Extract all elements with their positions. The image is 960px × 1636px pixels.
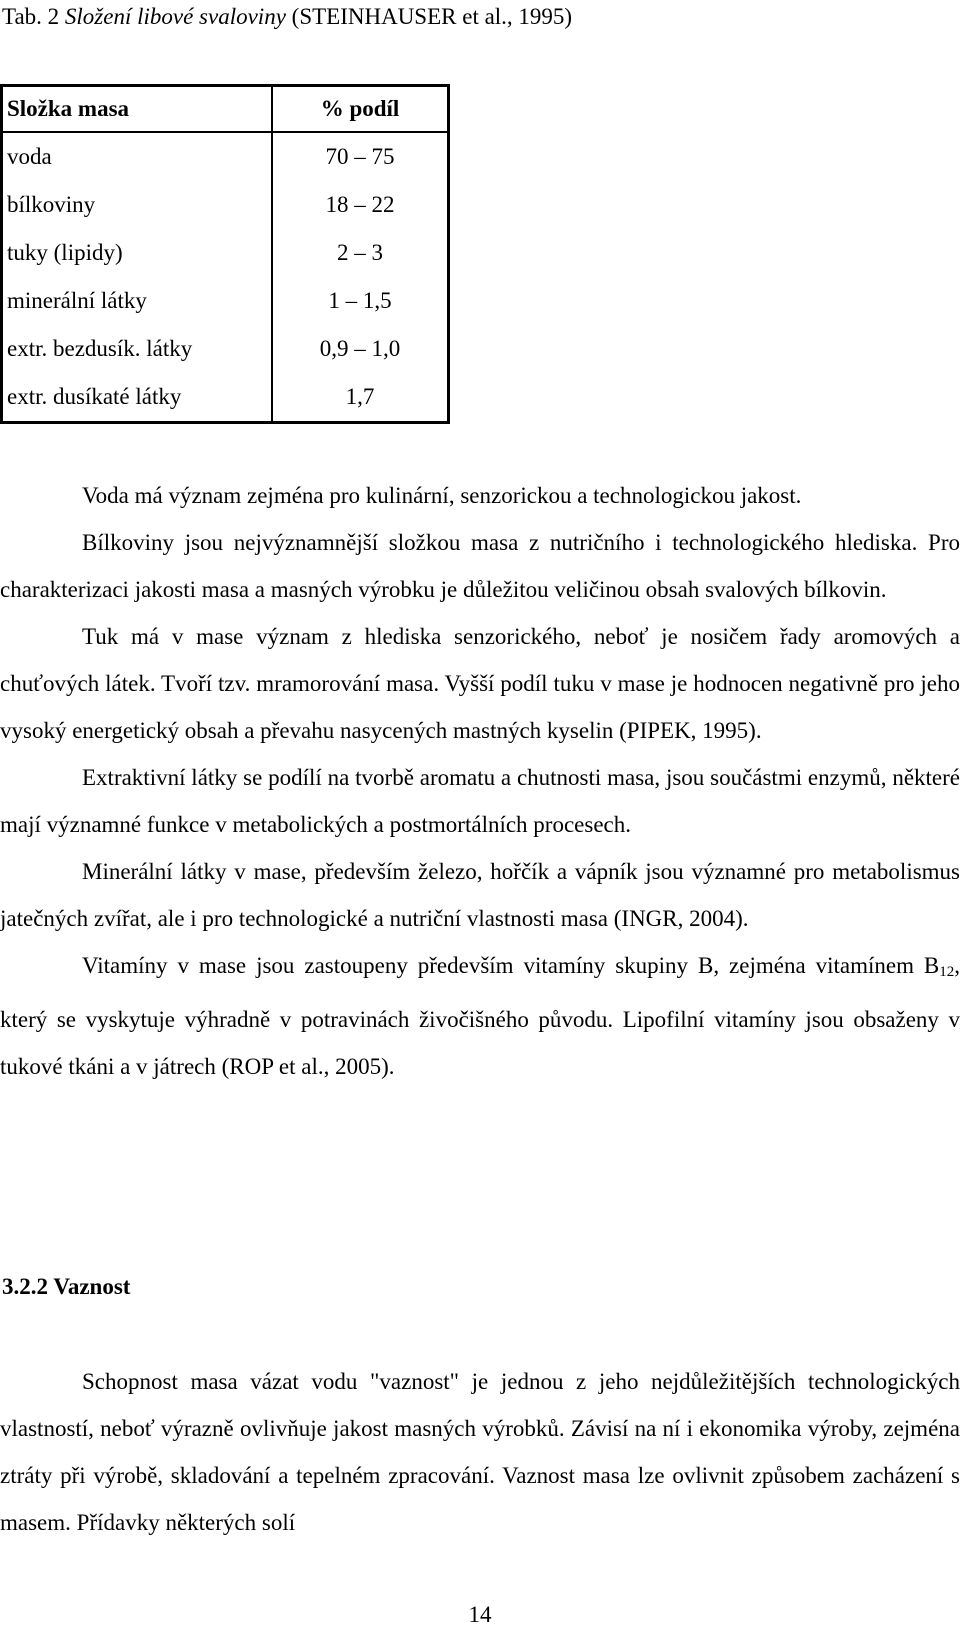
caption-title: Složení libové svaloviny <box>64 4 286 29</box>
table-row <box>2 277 449 325</box>
table-caption <box>2 2 572 32</box>
section-body <box>0 1358 960 1546</box>
body-text <box>0 472 960 1090</box>
table-row <box>2 132 449 181</box>
paragraph-water: Voda má význam zejména pro kulinární, senzorickou a technologickou jakost. <box>82 483 802 508</box>
cell-component: voda <box>2 132 273 181</box>
cell-share: 18 – 22 <box>325 192 395 217</box>
header-component: Složka masa <box>2 86 273 133</box>
paragraph-fat: Tuk má v mase význam z hlediska senzorického, neboť je nosičem řady aromových a chuťových látek. Tvoří tzv. mramorování masa. Vyšší podíl tuku v mase je hodnocen negativně pro jeho vysoký energetický obsah a převahu nasycených mastných kyselin (PIPEK, 1995). <box>0 624 960 743</box>
vitamins-text-start: Vitamíny v mase jsou zastoupeny především vitamíny skupiny B, zejména vitamínem B <box>82 953 940 978</box>
paragraph-vaznost: Schopnost masa vázat vodu "vaznost" je jednou z jeho nejdůležitějších technologických vlastností, neboť výrazně ovlivňuje jakost masných výrobků. Závisí na ní i ekonomika výroby, zejména ztráty při výrobě, skladování a tepelném zpracování. Vaznost masa lze ovlivnit způsobem zacházení s masem. Přídavky některých solí <box>0 1369 960 1535</box>
section-heading: 3.2.2 Vaznost <box>2 1274 131 1299</box>
cell-share: 70 – 75 <box>325 144 395 169</box>
paragraph-vitamins <box>0 942 960 1090</box>
table-row <box>2 229 449 277</box>
cell-share: 1 – 1,5 <box>328 288 392 313</box>
cell-share: 2 – 3 <box>337 240 383 265</box>
cell-component: extr. dusíkaté látky <box>2 373 273 423</box>
vitamins-text-end: , který se vyskytuje výhradně v potravinách živočišného původu. Lipofilní vitamíny jsou obsaženy v tukové tkáni a v játrech (ROP et al., 2005). <box>0 953 960 1079</box>
vitamin-subscript: 12 <box>939 964 955 980</box>
page-number: 14 <box>468 1602 492 1627</box>
cell-component: tuky (lipidy) <box>2 229 273 277</box>
cell-share: 1,7 <box>345 384 375 409</box>
cell-component: minerální látky <box>2 277 273 325</box>
cell-component: extr. bezdusík. látky <box>2 325 273 373</box>
table-row <box>2 181 449 229</box>
paragraph-minerals: Minerální látky v mase, především železo, hořčík a vápník jsou významné pro metabolismus jatečných zvířat, ale i pro technologické a nutriční vlastnosti masa (INGR, 2004). <box>0 859 960 931</box>
composition-table <box>0 84 450 424</box>
caption-source: (STEINHAUSER et al., 1995) <box>285 4 573 29</box>
cell-component: bílkoviny <box>2 181 273 229</box>
caption-prefix: Tab. 2 <box>2 4 65 29</box>
table-header-row <box>2 86 449 133</box>
paragraph-extractives: Extraktivní látky se podílí na tvorbě aromatu a chutnosti masa, jsou součástmi enzymů, některé mají významné funkce v metabolických a postmortálních procesech. <box>0 765 960 837</box>
table-row <box>2 373 449 423</box>
header-share: % podíl <box>272 86 449 133</box>
cell-share: 0,9 – 1,0 <box>319 336 401 361</box>
table-row <box>2 325 449 373</box>
paragraph-proteins: Bílkoviny jsou nejvýznamnější složkou masa z nutričního i technologického hlediska. Pro charakterizaci jakosti masa a masných výrobku je důležitou veličinou obsah svalových bílkovin. <box>0 530 960 602</box>
